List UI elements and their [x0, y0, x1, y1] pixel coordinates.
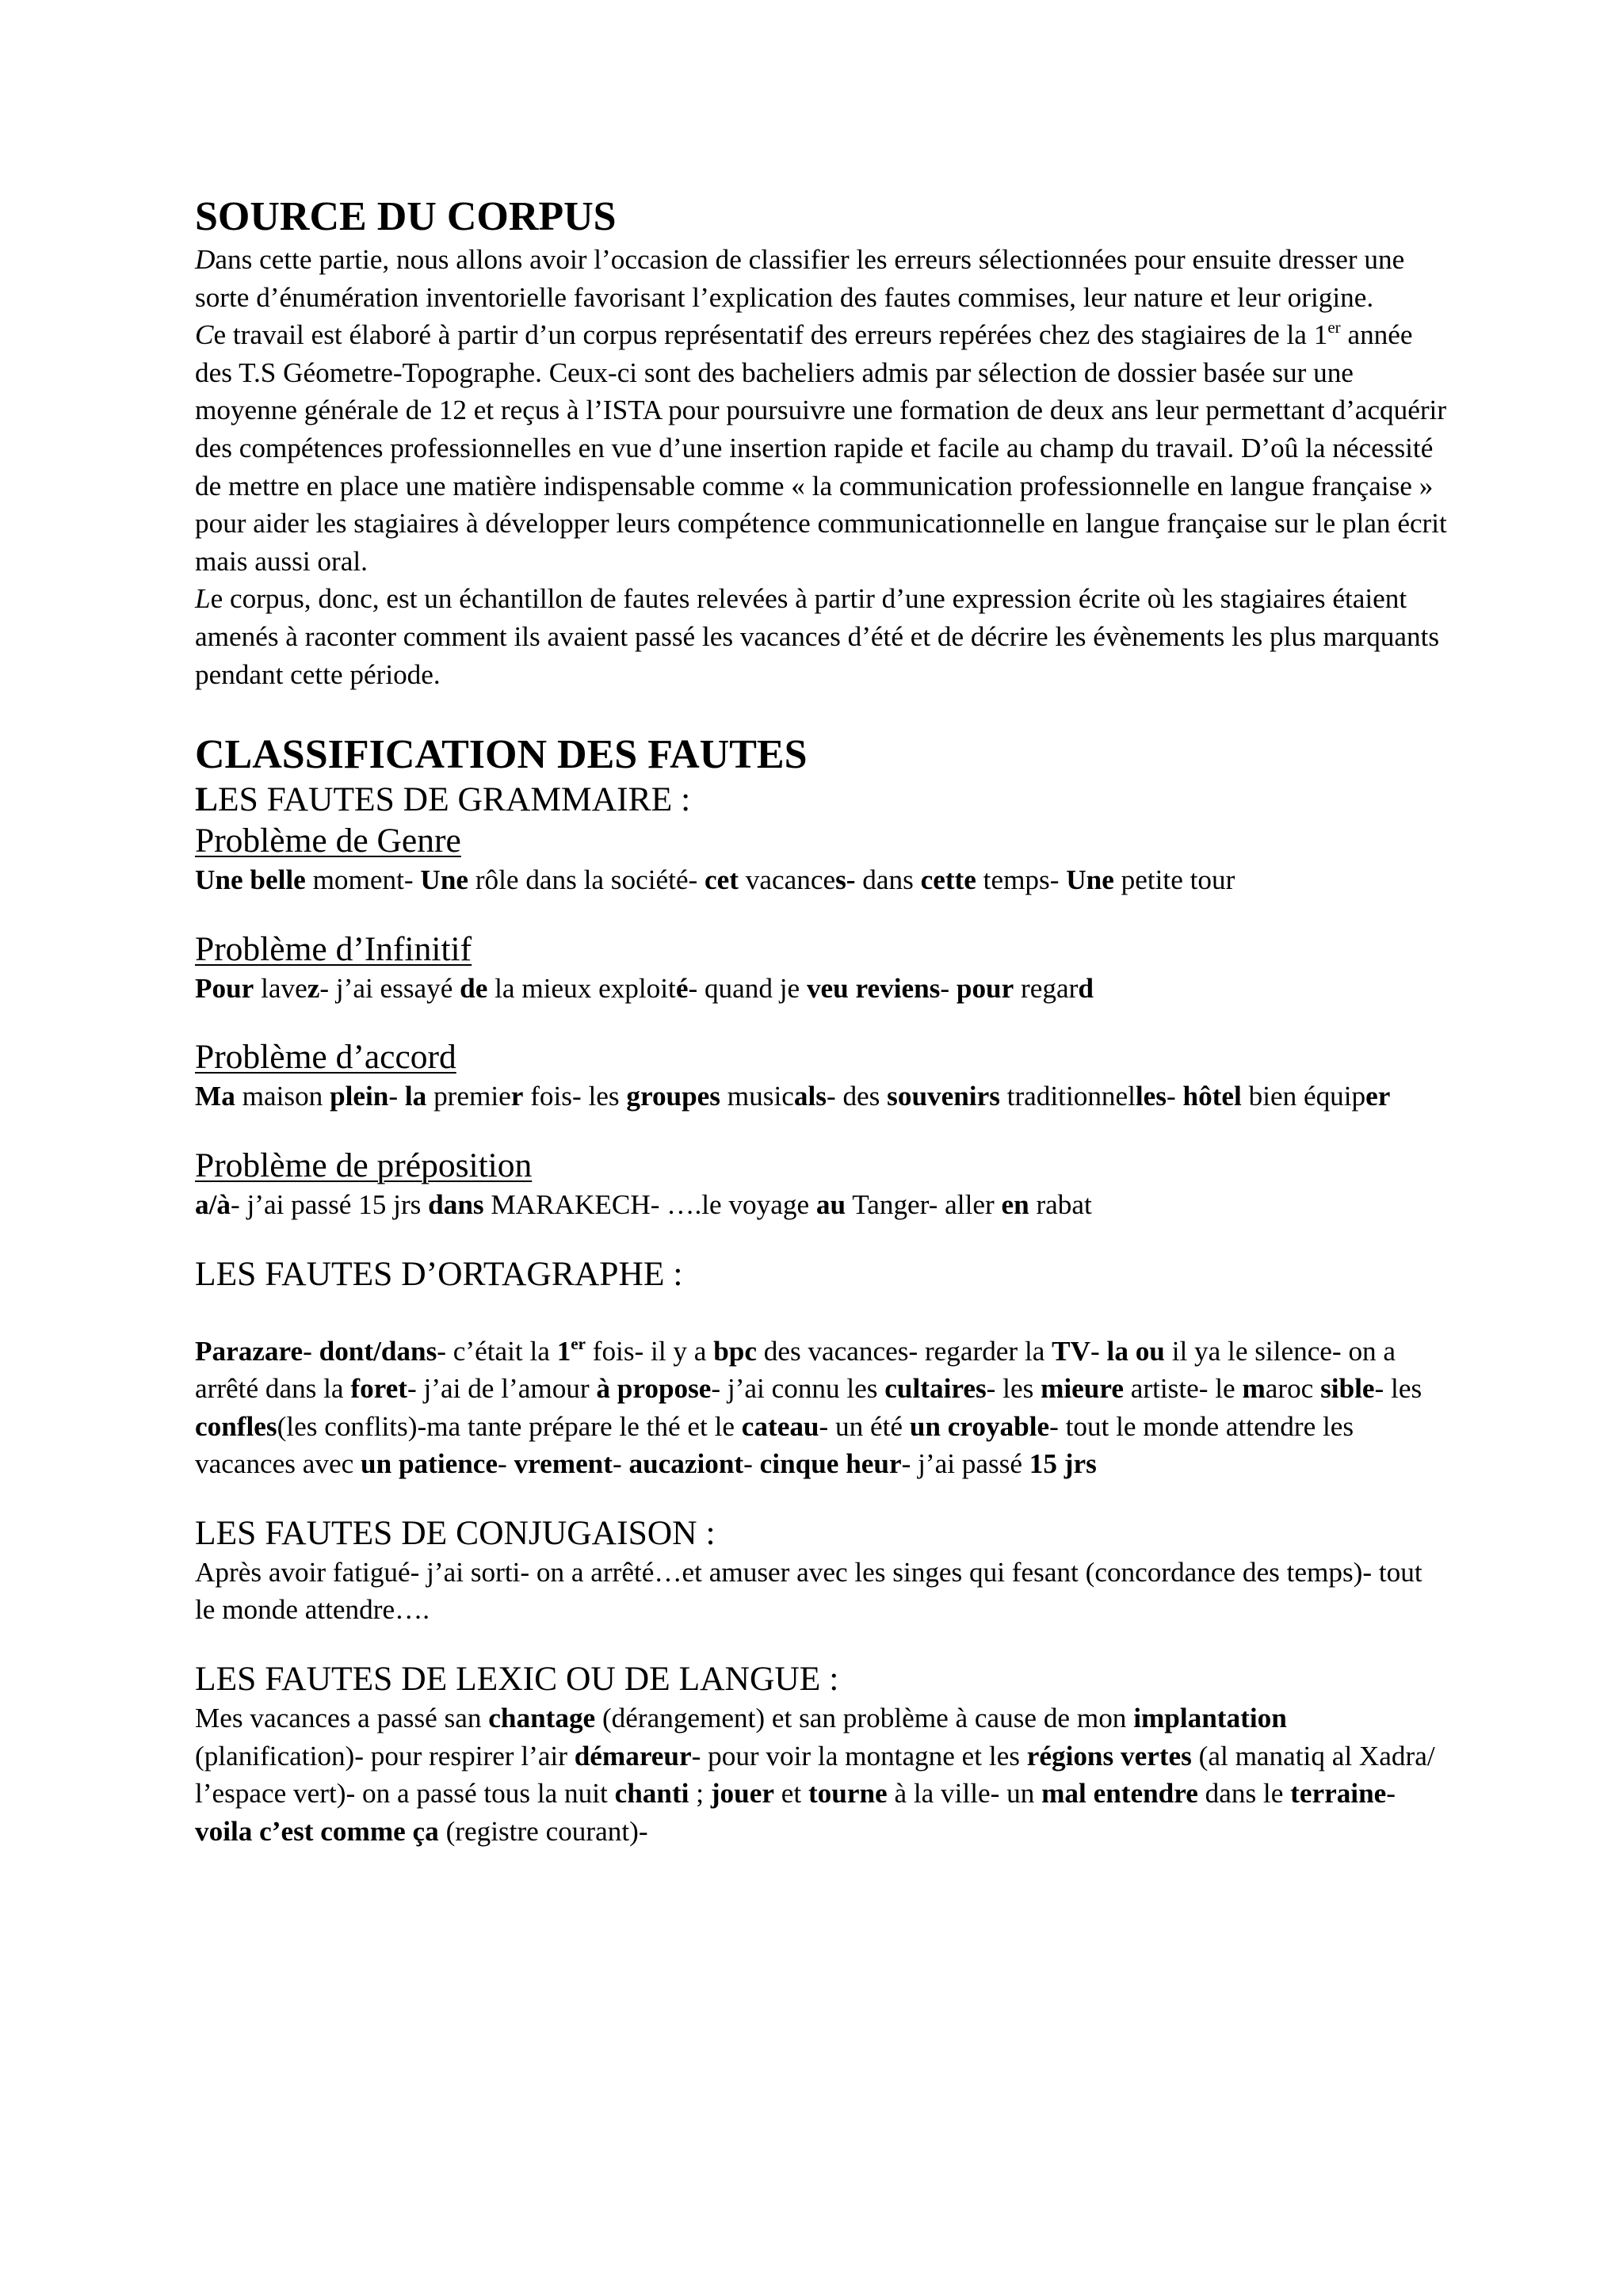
text-run: maison [235, 1081, 330, 1112]
text-run: - [1386, 1778, 1396, 1810]
text-run: - tout le monde attendre les vacances avec [195, 1410, 1354, 1480]
text-run: C [195, 319, 214, 351]
examples-infinitif [195, 970, 1447, 1008]
text-run: tourne [808, 1778, 888, 1810]
text-run: lave [254, 972, 307, 1004]
text-run: hôtel [1182, 1081, 1242, 1112]
text-run: s- [835, 864, 856, 896]
text-run: vrement [514, 1448, 613, 1480]
text-run: - j’ai passé [901, 1448, 1029, 1480]
text-run: - [1167, 1081, 1183, 1112]
text-run: voila c’est comme ça [195, 1815, 439, 1847]
paragraph-intro [195, 241, 1447, 316]
text-run: - quand je [688, 972, 807, 1004]
text-run: - [498, 1448, 514, 1480]
examples-genre [195, 861, 1447, 899]
text-run: régions vertes [1026, 1740, 1192, 1772]
text-run: m [1242, 1373, 1266, 1405]
text-run: plein [330, 1081, 389, 1112]
text-run: - j’ai passé 15 jrs [230, 1188, 429, 1220]
text-run: sible [1320, 1373, 1375, 1405]
text-run: regar [1014, 972, 1079, 1004]
text-run: les [1135, 1081, 1167, 1112]
text-run: dans le [1197, 1778, 1291, 1810]
text-run: aroc [1265, 1373, 1321, 1405]
text-run: de [460, 972, 488, 1004]
text-run: et [773, 1778, 808, 1810]
text-run: cateau [741, 1410, 819, 1442]
text-run: - [388, 1081, 405, 1112]
text-run: (les conflits)-ma tante prépare le thé et le [277, 1410, 742, 1442]
text-run: Mes vacances a passé san [195, 1703, 489, 1734]
text-run: er [571, 1333, 586, 1353]
text-run: - [612, 1448, 629, 1480]
section-title-source: SOURCE DU CORPUS [195, 194, 617, 239]
text-run: moment- [305, 864, 421, 896]
text-run: e corpus, donc, est un échantillon de fautes relevées à partir d’une expression écrite où les stagiaires étaient amenés à raconter comment ils avaient passé les vacances d’été et de décrire les évènements les plus marquants pendant cette période. [195, 583, 1440, 690]
heading-conjugaison: LES FAUTES DE CONJUGAISON : [195, 1513, 716, 1552]
text-run: aucaziont [628, 1448, 744, 1480]
paragraph-corpus-summary [195, 580, 1447, 693]
text-run: mieure [1041, 1373, 1124, 1405]
text-run: la ou [1106, 1335, 1165, 1367]
text-run: la [404, 1081, 427, 1112]
text-run: un croyable [909, 1410, 1050, 1442]
text-run: e travail est élaboré à partir d’un corpus représentatif des erreurs repérées chez des stagiaires de la 1 [213, 319, 1328, 351]
text-run: à la ville- un [887, 1778, 1042, 1810]
text-run: cultaires [884, 1373, 987, 1405]
text-run: rabat [1029, 1188, 1092, 1220]
text-run: au [815, 1188, 846, 1220]
text-run: er [1327, 318, 1341, 338]
heading-lexique: LES FAUTES DE LEXIC OU DE LANGUE : [195, 1660, 839, 1699]
text-run: cet [705, 864, 739, 896]
text-run: groupes [626, 1081, 720, 1112]
text-run: la mieux exploit [487, 972, 676, 1004]
text-run: chanti [614, 1778, 689, 1810]
text-run: é [675, 972, 689, 1004]
text-run: vacance [738, 864, 836, 896]
examples-lexique [195, 1699, 1447, 1850]
text-run: (al manatiq al Xadra/ l’espace vert)- on a passé tous la nuit [195, 1740, 1435, 1810]
text-run: d [1078, 972, 1094, 1004]
text-run: 15 jrs [1029, 1448, 1097, 1480]
text-run: z [307, 972, 320, 1004]
text-run: premie [426, 1081, 511, 1112]
subheading-accord: Problème d’accord [195, 1038, 456, 1077]
examples-preposition [195, 1186, 1447, 1224]
text-run: petite tour [1113, 864, 1235, 896]
text-run: - [940, 972, 957, 1004]
text-run: ES FAUTES DE GRAMMAIRE : [218, 780, 691, 819]
text-run: - [303, 1335, 319, 1367]
text-run: rôle dans la société- [468, 864, 705, 896]
text-run: Une belle [195, 864, 306, 896]
text-run: L [195, 780, 219, 819]
text-run: bpc [713, 1335, 757, 1367]
text-run: - j’ai essayé [319, 972, 460, 1004]
text-run: à propose [596, 1373, 712, 1405]
subheading-genre: Problème de Genre [195, 822, 461, 860]
text-run: cette [920, 864, 976, 896]
heading-grammaire [195, 779, 1447, 820]
subheading-preposition: Problème de préposition [195, 1146, 533, 1184]
text-run: fois- il y a [585, 1335, 714, 1367]
text-run: TV [1052, 1335, 1091, 1367]
text-run: - des [826, 1081, 888, 1112]
text-run: - les [1374, 1373, 1423, 1405]
text-run: L [195, 583, 211, 615]
text-run: en [1001, 1188, 1029, 1220]
text-run: jouer [710, 1778, 774, 1810]
text-run: Une [1066, 864, 1114, 896]
text-run: D [195, 244, 216, 275]
text-run: foret [350, 1373, 407, 1405]
text-run: als [793, 1081, 827, 1112]
text-run: implantation [1133, 1703, 1287, 1734]
text-run: - [743, 1448, 760, 1480]
examples-orthographe [195, 1333, 1447, 1483]
text-run: des vacances- regarder la [756, 1335, 1052, 1367]
text-run: - j’ai de l’amour [407, 1373, 597, 1405]
text-run: - [1090, 1335, 1107, 1367]
paragraph-corpus-description [195, 316, 1447, 580]
text-run: Tanger- aller [846, 1188, 1002, 1220]
text-run: 1 [556, 1335, 571, 1367]
text-run: - pour voir la montagne et les [691, 1740, 1027, 1772]
text-run: il ya le silence- on a arrêté dans la [195, 1335, 1396, 1405]
text-run: Pour [195, 972, 254, 1004]
text-run: MARAKECH- ….le voyage [483, 1188, 816, 1220]
text-run: (dérangement) et san problème à cause de mon [595, 1703, 1134, 1734]
text-run: ; [689, 1778, 711, 1810]
text-run: Ma [195, 1081, 235, 1112]
text-run: - c’était la [437, 1335, 557, 1367]
examples-conjugaison [195, 1554, 1447, 1629]
text-run: Parazare [195, 1335, 304, 1367]
text-run: (registre courant)- [438, 1815, 648, 1847]
text-run: er [1365, 1081, 1391, 1112]
examples-accord [195, 1077, 1447, 1116]
text-run: r [510, 1081, 524, 1112]
text-run: terraine [1290, 1778, 1387, 1810]
text-run: dont/dans [319, 1335, 437, 1367]
text-run: artiste- le [1123, 1373, 1243, 1405]
text-run: Après avoir fatigué- j’ai sorti- on a arrêté…et amuser avec les singes qui fesant (concordance des temps)- tout le monde attendre…. [195, 1556, 1423, 1626]
text-run: dans [855, 864, 921, 896]
text-run: traditionnel [999, 1081, 1136, 1112]
text-run: mal entendre [1041, 1778, 1198, 1810]
text-run: bien équip [1241, 1081, 1366, 1112]
section-title-classification: CLASSIFICATION DES FAUTES [195, 732, 808, 778]
text-run: dans [428, 1188, 484, 1220]
text-run: fois- les [523, 1081, 627, 1112]
subheading-infinitif: Problème d’Infinitif [195, 929, 472, 968]
text-run: ans cette partie, nous allons avoir l’occasion de classifier les erreurs sélectionnées pour ensuite dresser une sorte d’énumération inventorielle favorisant l’explication des fautes commises, leur nature et leur origine. [195, 244, 1405, 313]
text-run: chantage [488, 1703, 596, 1734]
text-run: démareur [574, 1740, 692, 1772]
text-run: - les [986, 1373, 1041, 1405]
text-run: cinque heur [759, 1448, 902, 1480]
text-run: un patience [361, 1448, 498, 1480]
text-run: (planification)- pour respirer l’air [195, 1740, 575, 1772]
text-run: Une [420, 864, 469, 896]
text-run: veu reviens [806, 972, 941, 1004]
text-run: music [720, 1081, 794, 1112]
text-run: pour [956, 972, 1014, 1004]
text-run: année des T.S Géometre-Topographe. Ceux-ci sont des bacheliers admis par sélection de dossier basée sur une moyenne générale de 12 et reçus à l’ISTA pour poursuivre une formation de deux ans leur permettant d’acquérir des compétences professionnelles en vue d’une insertion rapide et facile au champ du travail. D’oû la nécessité de mettre en place une matière indispensable comme « la communication professionnelle en langue française » pour aider les stagiaires à développer leurs compétence communicationnelle en langue française sur le plan écrit mais aussi oral. [195, 319, 1447, 577]
text-run: a/à [195, 1188, 231, 1220]
heading-orthographe: LES FAUTES D’ORTAGRAPHE : [195, 1254, 683, 1293]
text-run: confles [195, 1410, 277, 1442]
document-page [195, 193, 1447, 1850]
text-run: temps- [976, 864, 1067, 896]
text-run: souvenirs [887, 1081, 1000, 1112]
text-run: - un été [819, 1410, 910, 1442]
text-run: - j’ai connu les [711, 1373, 885, 1405]
